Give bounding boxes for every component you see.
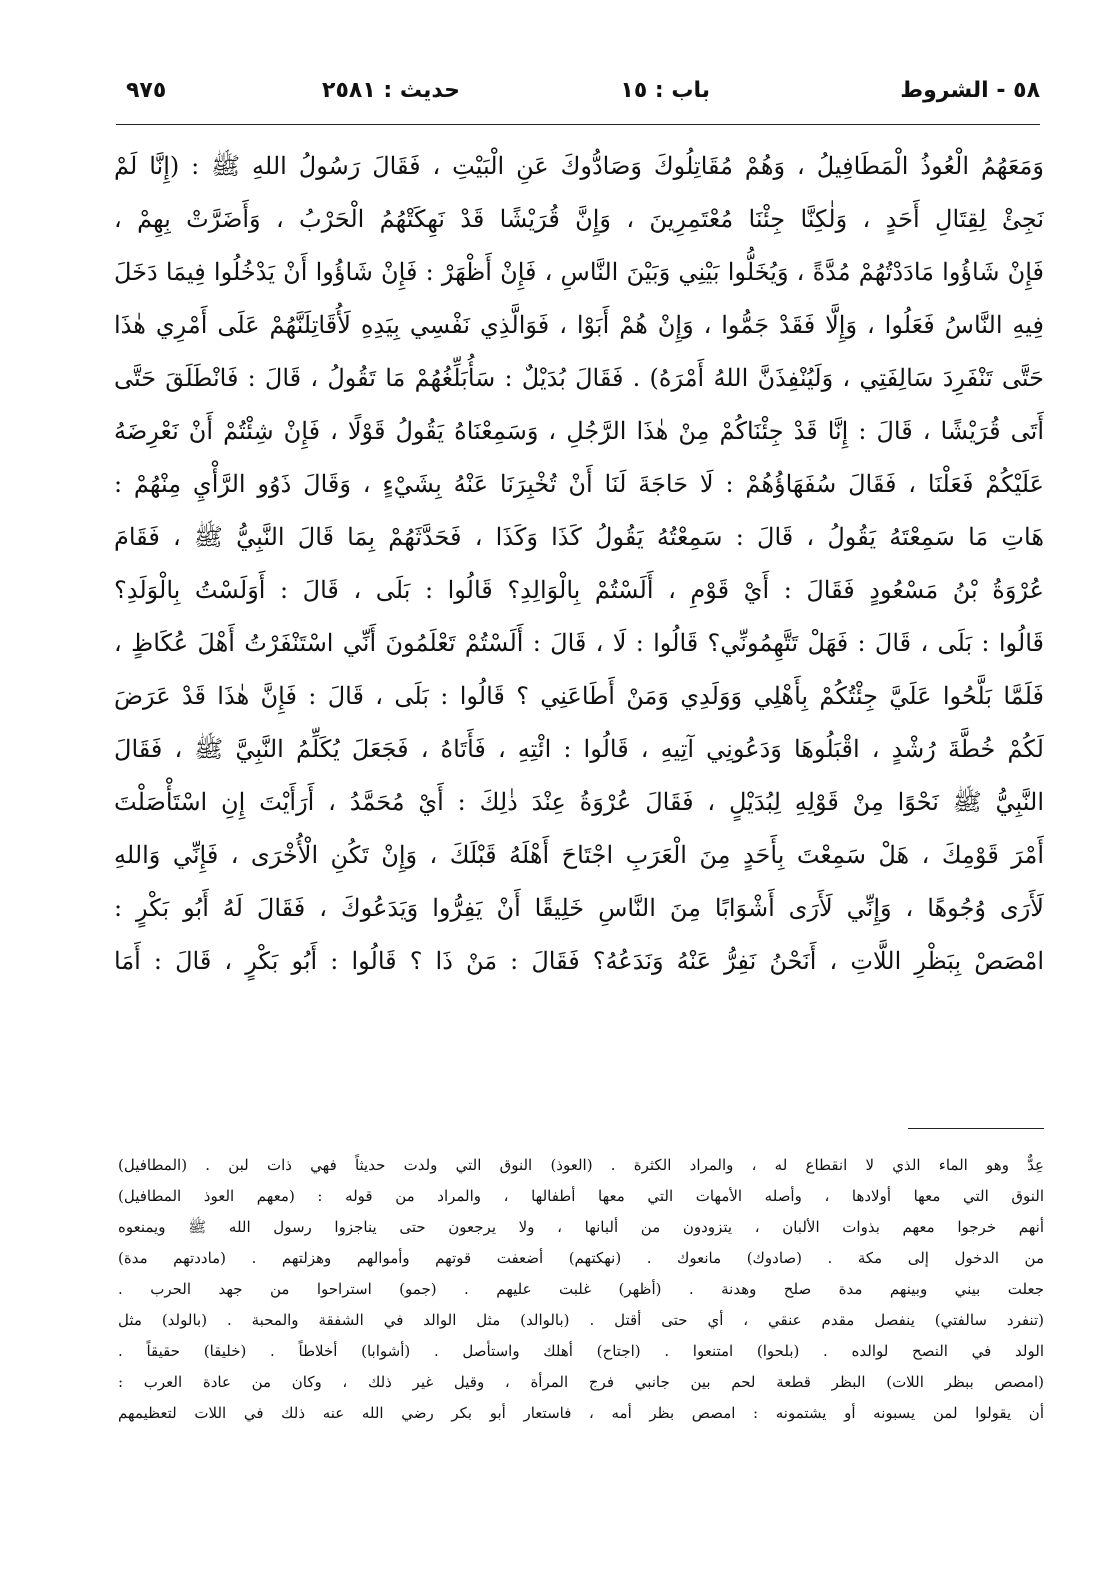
- text-line: فَلَمَّا بَلَّحُوا عَلَيَّ جِئْتُكُمْ بِأَهْلِي وَوَلَدِي وَمَنْ أَطَاعَنِي ؟ قَالُوا : بَلَى ، قَالَ : فَإِنَّ هٰذَا قَدْ عَرَضَ: [114, 682, 1044, 710]
- text-line: وَمَعَهُمُ الْعُوذُ الْمَطَافِيلُ ، وَهُمْ مُقَاتِلُوكَ وَصَادُّوكَ عَنِ الْبَيْتِ ، فَقَالَ رَسُولُ اللهِ ﷺ : (إِنَّا لَمْ: [114, 152, 1044, 180]
- footnote-line: النوق التي معها أولادها ، وأصله الأمهات التي معها أطفالها ، والمراد من قوله : (معهم العوذ المطافيل): [118, 1187, 1044, 1205]
- footnote-line: عِدٌّ وهو الماء الذي لا انقطاع له ، والمراد الكثرة . (العوذ) النوق التي ولدت حديثاً فهي ذات لبن . (المطافيل): [118, 1156, 1044, 1174]
- footnote-divider: [908, 1128, 1044, 1129]
- footnotes: [118, 1150, 1044, 1570]
- footnote-line: (امصص ببظر اللات) البظر قطعة لحم بين جانبي فرج المرأة ، وقيل غير ذلك ، وكان من عادة العرب :: [118, 1373, 1044, 1391]
- text-line: عَلَيْكُمْ فَعَلْنَا ، فَقَالَ سُفَهَاؤُهُمْ : لَا حَاجَةَ لَنَا أَنْ تُخْبِرَنَا عَنْهُ بِشَيْءٍ ، وَقَالَ ذَوُو الرَّأْيِ مِنْهُمْ :: [114, 470, 1044, 498]
- footnote-line: من الدخول إلى مكة . (صادوك) مانعوك . (نهكتهم) أضعفت قوتهم وأموالهم وهزلتهم . (ماددتهم مدة): [118, 1249, 1044, 1267]
- footnote-line: أن يقولوا لمن يسبونه أو يشتمونه : امصص بظر أمه ، فاستعار أبو بكر رضي الله عنه ذلك في اللات لتعظيمهم: [118, 1404, 1044, 1422]
- text-line: فِيهِ النَّاسُ فَعَلُوا ، وَإِلَّا فَقَدْ جَمُّوا ، وَإِنْ هُمْ أَبَوْا ، فَوَالَّذِي نَفْسِي بِيَدِهِ لَأُقَاتِلَنَّهُمْ عَلَى أَمْرِي هٰذَا: [114, 311, 1044, 339]
- main-text: [114, 140, 1044, 1100]
- chapter-title: ٥٨ - الشروط: [900, 78, 1040, 103]
- text-line: هَاتِ مَا سَمِعْتَهُ يَقُولُ ، قَالَ : سَمِعْتُهُ يَقُولُ كَذَا وَكَذَا ، فَحَدَّثَهُمْ بِمَا قَالَ النَّبِيُّ ﷺ ، فَقَامَ: [114, 523, 1044, 551]
- header-divider: [116, 124, 1040, 125]
- hadith-number: حديث : ٢٥٨١: [322, 78, 460, 103]
- footnote-line: جعلت بيني وبينهم مدة صلح وهدنة . (أظهر) غلبت عليهم . (جمو) استراحوا من جهد الحرب .: [118, 1280, 1044, 1298]
- text-line: فَإِنْ شَاؤُوا مَادَدْتُهُمْ مُدَّةً ، وَيُخَلُّوا بَيْنِي وَبَيْنَ النَّاسِ ، فَإِنْ أَظْهَرْ : فَإِنْ شَاؤُوا أَنْ يَدْخُلُوا فِيمَا دَخَلَ: [114, 258, 1044, 286]
- footnote-line: أنهم خرجوا معهم بذوات الألبان ، يتزودون من ألبانها ، ولا يرجعون حتى يناجزوا رسول الله ﷺ ويمنعوه: [118, 1218, 1044, 1236]
- footnote-line: (تنفرد سالفتي) ينفصل مقدم عنقي ، أي حتى أقتل . (بالوالد) مثل الوالد في الشفقة والمحبة . (بالولد) مثل: [118, 1311, 1044, 1329]
- text-line: قَالُوا : بَلَى ، قَالَ : فَهَلْ تَتَّهِمُونِّي؟ قَالُوا : لَا ، قَالَ : أَلَسْتُمْ تَعْلَمُونَ أَنِّي اسْتَنْفَرْتُ أَهْلَ عُكَاظٍ ،: [114, 629, 1044, 657]
- page-header: [116, 72, 1040, 112]
- text-line: نَجِئْ لِقِتَالِ أَحَدٍ ، وَلٰكِنَّا جِئْنَا مُعْتَمِرِينَ ، وَإِنَّ قُرَيْشًا قَدْ نَهِكَتْهُمُ الْحَرْبُ ، وَأَضَرَّتْ بِهِمْ ،: [114, 205, 1044, 233]
- footnote-line: الولد في النصح لوالده . (بلحوا) امتنعوا . (اجتاح) أهلك واستأصل . (أشوابا) أخلاطاً . (خليقا) حقيقاً .: [118, 1342, 1044, 1360]
- text-line: النَّبِيُّ ﷺ نَحْوًا مِنْ قَوْلِهِ لِبُدَيْلٍ ، فَقَالَ عُرْوَةُ عِنْدَ ذٰلِكَ : أَيْ مُحَمَّدُ ، أَرَأَيْتَ إِنِ اسْتَأْصَلْتَ: [114, 788, 1044, 816]
- page-number: ٩٧٥: [126, 78, 167, 103]
- bab-number: باب : ١٥: [620, 78, 710, 103]
- text-line: لَأَرَى وُجُوهًا ، وَإِنِّي لَأَرَى أَشْوَابًا مِنَ النَّاسِ خَلِيقًا أَنْ يَفِرُّوا وَيَدَعُوكَ ، فَقَالَ لَهُ أَبُو بَكْرٍ :: [114, 894, 1044, 922]
- text-line: حَتَّى تَنْفَرِدَ سَالِفَتِي ، وَلَيُنْفِذَنَّ اللهُ أَمْرَهُ) . فَقَالَ بُدَيْلٌ : سَأُبَلِّغُهُمْ مَا تَقُولُ ، قَالَ : فَانْطَلَقَ حَتَّى: [114, 364, 1044, 392]
- text-line: عُرْوَةُ بْنُ مَسْعُودٍ فَقَالَ : أَيْ قَوْمِ ، أَلَسْتُمْ بِالْوَالِدِ؟ قَالُوا : بَلَى ، قَالَ : أَوَلَسْتُ بِالْوَلَدِ؟: [114, 576, 1044, 604]
- text-line: لَكُمْ خُطَّةَ رُشْدٍ ، اقْبَلُوهَا وَدَعُونِي آتِيهِ ، قَالُوا : ائْتِهِ ، فَأَتَاهُ ، فَجَعَلَ يُكَلِّمُ النَّبِيَّ ﷺ ، فَقَالَ: [114, 735, 1044, 763]
- text-line: أَمْرَ قَوْمِكَ ، هَلْ سَمِعْتَ بِأَحَدٍ مِنَ الْعَرَبِ اجْتَاحَ أَهْلَهُ قَبْلَكَ ، وَإِنْ تَكُنِ الْأُخْرَى ، فَإِنِّي وَاللهِ: [114, 841, 1044, 869]
- text-line: أَتَى قُرَيْشًا ، قَالَ : إِنَّا قَدْ جِئْنَاكُمْ مِنْ هٰذَا الرَّجُلِ ، وَسَمِعْنَاهُ يَقُولُ قَوْلًا ، فَإِنْ شِئْتُمْ أَنْ نَعْرِضَهُ: [114, 417, 1044, 445]
- text-line: امْصَصْ بِبَظْرِ اللَّاتِ ، أَنَحْنُ نَفِرُّ عَنْهُ وَنَدَعُهُ؟ فَقَالَ : مَنْ ذَا ؟ قَالُوا : أَبُو بَكْرٍ ، قَالَ : أَمَا: [114, 947, 1044, 975]
